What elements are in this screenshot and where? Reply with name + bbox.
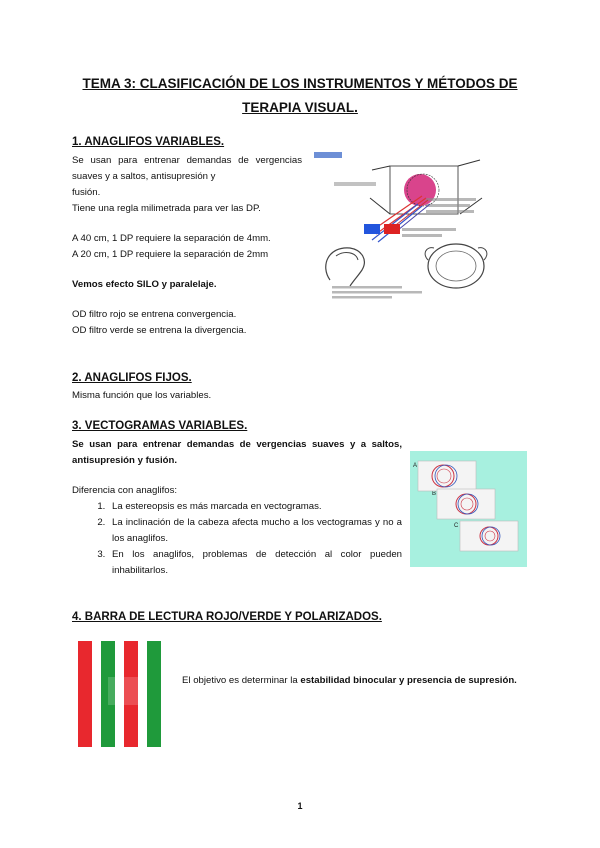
fig-head-profile — [326, 248, 365, 286]
fig-red-filter — [384, 224, 400, 234]
page-number: 1 — [297, 801, 303, 811]
red-stripe — [78, 641, 92, 747]
anaglyph-figure — [310, 148, 500, 300]
fig-blue-tag — [314, 152, 342, 158]
s1-green: OD filtro verde se entrena la divergencia. — [72, 325, 247, 336]
s1-intro-line-2: suaves y a saltos, antisupresión y — [72, 171, 216, 182]
s1-sep-20: A 20 cm, 1 DP requiere la separación de 2mm — [72, 249, 269, 260]
fig-magenta-circle — [404, 174, 436, 206]
s1-intro-line-3: fusión. — [72, 187, 101, 198]
s1-silo: Vemos efecto SILO y paralelaje. — [72, 279, 217, 290]
s4-text-pre: El objetivo es determinar la — [182, 675, 301, 686]
section-1-heading: 1. ANAGLIFOS VARIABLES. — [72, 136, 225, 148]
watermark — [108, 677, 142, 705]
page-title — [40, 72, 560, 120]
vectogram-card-c — [460, 521, 518, 551]
s4-text-bold: estabilidad binocular y presencia de supresión. — [300, 675, 517, 686]
s1-ruler: Tiene una regla milimetrada para ver las DP. — [72, 203, 261, 214]
green-stripe — [147, 641, 161, 747]
section-2-heading: 2. ANAGLIFOS FIJOS. — [72, 372, 192, 384]
section-1-body — [72, 153, 302, 339]
title-line-1: TEMA 3: CLASIFICACIÓN DE LOS INSTRUMENTOS Y MÉTODOS DE — [82, 76, 518, 91]
title-line-2: TERAPIA VISUAL. — [242, 100, 358, 115]
section-4-text — [182, 673, 517, 689]
s3-intro-line-2: antisupresión y fusión. — [72, 455, 178, 466]
s3-list-item: 1. La estereopsis es más marcada en vectogramas. — [108, 499, 402, 515]
s3-list-item: 2. La inclinación de la cabeza afecta mucho a los vectogramas y no a los anaglifos. — [108, 515, 402, 547]
s3-diff-list — [72, 499, 402, 579]
section-3-body — [72, 437, 402, 579]
fig-blue-filter — [364, 224, 380, 234]
vectogram-label-c: C — [454, 523, 459, 529]
vectogram-figure — [410, 451, 527, 567]
section-2-text: Misma función que los variables. — [72, 390, 212, 401]
section-4-heading: 4. BARRA DE LECTURA ROJO/VERDE Y POLARIZADOS. — [72, 611, 382, 623]
s1-intro-line-1: Se usan para entrenar demandas de vergencias — [72, 155, 302, 166]
reading-bar-figure — [72, 639, 170, 751]
s3-list-item: 3. En los anaglifos, problemas de detección al color pueden inhabilitarlos. — [108, 547, 402, 579]
s1-sep-40: A 40 cm, 1 DP requiere la separación de 4mm. — [72, 233, 271, 244]
s3-diff: Diferencia con anaglifos: — [72, 485, 178, 496]
vectogram-label-b: B — [432, 491, 437, 497]
section-3-heading: 3. VECTOGRAMAS VARIABLES. — [72, 420, 248, 432]
s3-intro-line-1: Se usan para entrenar demandas de vergencias suaves y a saltos, — [72, 439, 402, 450]
s1-red: OD filtro rojo se entrena convergencia. — [72, 309, 237, 320]
vectogram-label-a: A — [413, 463, 418, 469]
